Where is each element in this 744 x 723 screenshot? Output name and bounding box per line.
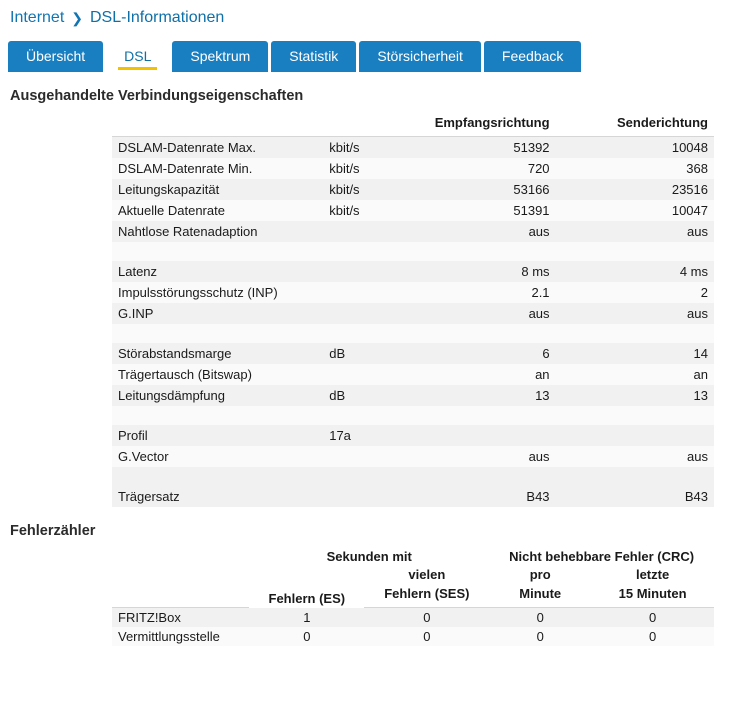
row-rx bbox=[397, 425, 555, 446]
table-group-header-row bbox=[112, 547, 714, 565]
col-header-letzte-15-line1: letzte bbox=[635, 567, 670, 582]
row-label: DSLAM-Datenrate Max. bbox=[118, 140, 256, 155]
col-header-letzte-15-line2: 15 Minuten bbox=[591, 584, 714, 608]
table-row bbox=[112, 282, 714, 303]
col-header-unit bbox=[323, 112, 397, 137]
row-tx: 10048 bbox=[671, 140, 708, 155]
row-tx: 368 bbox=[686, 161, 708, 176]
table-subheader-row-2 bbox=[112, 584, 714, 608]
breadcrumb-item-internet[interactable]: Internet bbox=[10, 9, 65, 26]
group-header-sekunden-mit: Sekunden mit bbox=[326, 549, 412, 564]
table-header-row bbox=[112, 112, 714, 137]
table-subheader-row-1 bbox=[112, 565, 714, 584]
row-tx: 2 bbox=[700, 285, 708, 300]
row-unit: dB bbox=[329, 346, 346, 361]
col-header-pro-minute-line2: Minute bbox=[489, 584, 591, 608]
row-unit: kbit/s bbox=[329, 140, 360, 155]
row-label: Profil bbox=[118, 428, 148, 443]
tab-statistik[interactable]: Statistik bbox=[271, 41, 356, 72]
chevron-right-icon: ❯ bbox=[71, 9, 83, 26]
line-properties-table-wrap bbox=[112, 112, 714, 507]
row-ses: 0 bbox=[423, 610, 431, 625]
group-header-crc: Nicht behebbare Fehler (CRC) bbox=[509, 549, 695, 564]
breadcrumb-item-dsl-informationen: DSL-Informationen bbox=[90, 9, 225, 26]
col-header-property bbox=[112, 112, 323, 137]
group-header-empty bbox=[112, 547, 249, 565]
row-unit bbox=[323, 303, 397, 324]
tab-dsl[interactable]: DSL bbox=[106, 41, 169, 72]
section-title-line-properties: Ausgehandelte Verbindungseigenschaften bbox=[10, 88, 304, 104]
row-unit bbox=[323, 261, 397, 282]
col-header-senderichtung: Senderichtung bbox=[556, 112, 714, 137]
row-rx: 13 bbox=[535, 388, 550, 403]
row-es: 1 bbox=[303, 609, 311, 625]
table-row bbox=[112, 303, 714, 324]
table-row bbox=[112, 158, 714, 179]
row-rx: 720 bbox=[527, 161, 550, 176]
row-crc-min: 0 bbox=[536, 610, 544, 625]
row-crc-min: 0 bbox=[536, 629, 544, 644]
row-label: Nahtlose Ratenadaption bbox=[118, 224, 258, 239]
row-crc-15: 0 bbox=[648, 629, 657, 644]
row-label: G.INP bbox=[118, 306, 154, 321]
row-unit: dB bbox=[329, 388, 346, 403]
row-tx: aus bbox=[687, 449, 708, 464]
row-label: Latenz bbox=[118, 264, 158, 279]
row-unit: 17a bbox=[329, 428, 351, 443]
row-crc-15: 0 bbox=[648, 610, 657, 625]
row-rx: B43 bbox=[526, 489, 550, 504]
row-label: DSLAM-Datenrate Min. bbox=[118, 161, 253, 176]
tab-stoersicherheit[interactable]: Störsicherheit bbox=[359, 41, 481, 72]
row-tx: 23516 bbox=[671, 182, 708, 197]
row-label: Vermittlungsstelle bbox=[118, 629, 220, 644]
row-label: Trägersatz bbox=[118, 489, 180, 504]
row-unit: kbit/s bbox=[329, 182, 360, 197]
row-label: FRITZ!Box bbox=[118, 610, 181, 625]
table-row bbox=[112, 364, 714, 385]
row-rx: an bbox=[535, 367, 550, 382]
table-row bbox=[112, 486, 714, 507]
row-tx bbox=[556, 425, 714, 446]
row-unit bbox=[323, 486, 397, 507]
tab-uebersicht[interactable]: Übersicht bbox=[8, 41, 103, 72]
row-tx: an bbox=[693, 367, 708, 382]
table-row bbox=[112, 137, 714, 159]
row-rx: aus bbox=[528, 224, 550, 239]
error-counter-table bbox=[112, 547, 714, 646]
table-spacer-row bbox=[112, 406, 714, 425]
row-tx: 10047 bbox=[671, 203, 708, 218]
row-label: Leitungskapazität bbox=[118, 182, 220, 197]
row-tx: 14 bbox=[693, 346, 708, 361]
table-spacer-row bbox=[112, 467, 714, 486]
table-row bbox=[112, 425, 714, 446]
table-spacer-row bbox=[112, 242, 714, 261]
col-header-empfangsrichtung: Empfangsrichtung bbox=[397, 112, 555, 137]
row-rx: 2.1 bbox=[531, 285, 550, 300]
table-row bbox=[112, 627, 714, 646]
subheader-empty-2 bbox=[112, 584, 249, 608]
row-tx: aus bbox=[687, 306, 708, 321]
row-label: Aktuelle Datenrate bbox=[118, 203, 225, 218]
row-rx: 51392 bbox=[513, 140, 550, 155]
row-es: 0 bbox=[303, 629, 311, 644]
row-tx: 13 bbox=[693, 388, 708, 403]
row-tx: 4 ms bbox=[679, 264, 708, 279]
table-row bbox=[112, 446, 714, 467]
row-unit: kbit/s bbox=[329, 203, 360, 218]
row-label: Trägertausch (Bitswap) bbox=[118, 367, 252, 382]
row-rx: 53166 bbox=[513, 182, 550, 197]
row-unit bbox=[323, 221, 397, 242]
row-rx: aus bbox=[528, 449, 550, 464]
section-title-error-counters: Fehlerzähler bbox=[10, 523, 96, 539]
table-row bbox=[112, 385, 714, 406]
row-label: Störabstandsmarge bbox=[118, 346, 232, 361]
table-spacer-row bbox=[112, 324, 714, 343]
line-properties-table bbox=[112, 112, 714, 507]
row-tx: B43 bbox=[684, 489, 708, 504]
row-unit bbox=[323, 446, 397, 467]
table-row bbox=[112, 200, 714, 221]
row-rx: 8 ms bbox=[521, 264, 550, 279]
table-row bbox=[112, 608, 714, 628]
col-header-fehlern-es: Fehlern (ES) bbox=[268, 590, 346, 606]
row-ses: 0 bbox=[423, 629, 431, 644]
row-unit: kbit/s bbox=[329, 161, 360, 176]
row-unit bbox=[323, 364, 397, 385]
row-unit bbox=[323, 282, 397, 303]
table-row bbox=[112, 261, 714, 282]
subheader-empty bbox=[112, 565, 249, 584]
tab-feedback[interactable]: Feedback bbox=[484, 41, 581, 72]
tab-spektrum[interactable]: Spektrum bbox=[172, 41, 268, 72]
col-header-ses-line1: vielen bbox=[408, 567, 446, 582]
col-header-ses-line2: Fehlern (SES) bbox=[364, 584, 489, 608]
row-label: G.Vector bbox=[118, 449, 169, 464]
tab-bar bbox=[0, 36, 744, 72]
table-row bbox=[112, 221, 714, 242]
breadcrumb bbox=[0, 0, 744, 36]
error-counter-table-wrap bbox=[112, 547, 714, 646]
row-rx: 6 bbox=[542, 346, 550, 361]
row-rx: 51391 bbox=[513, 203, 550, 218]
row-label: Leitungsdämpfung bbox=[118, 388, 225, 403]
table-row bbox=[112, 179, 714, 200]
col-header-pro-minute-line1: pro bbox=[529, 567, 551, 582]
row-tx: aus bbox=[687, 224, 708, 239]
row-label: Impulsstörungsschutz (INP) bbox=[118, 285, 278, 300]
row-rx: aus bbox=[528, 306, 550, 321]
table-row bbox=[112, 343, 714, 364]
